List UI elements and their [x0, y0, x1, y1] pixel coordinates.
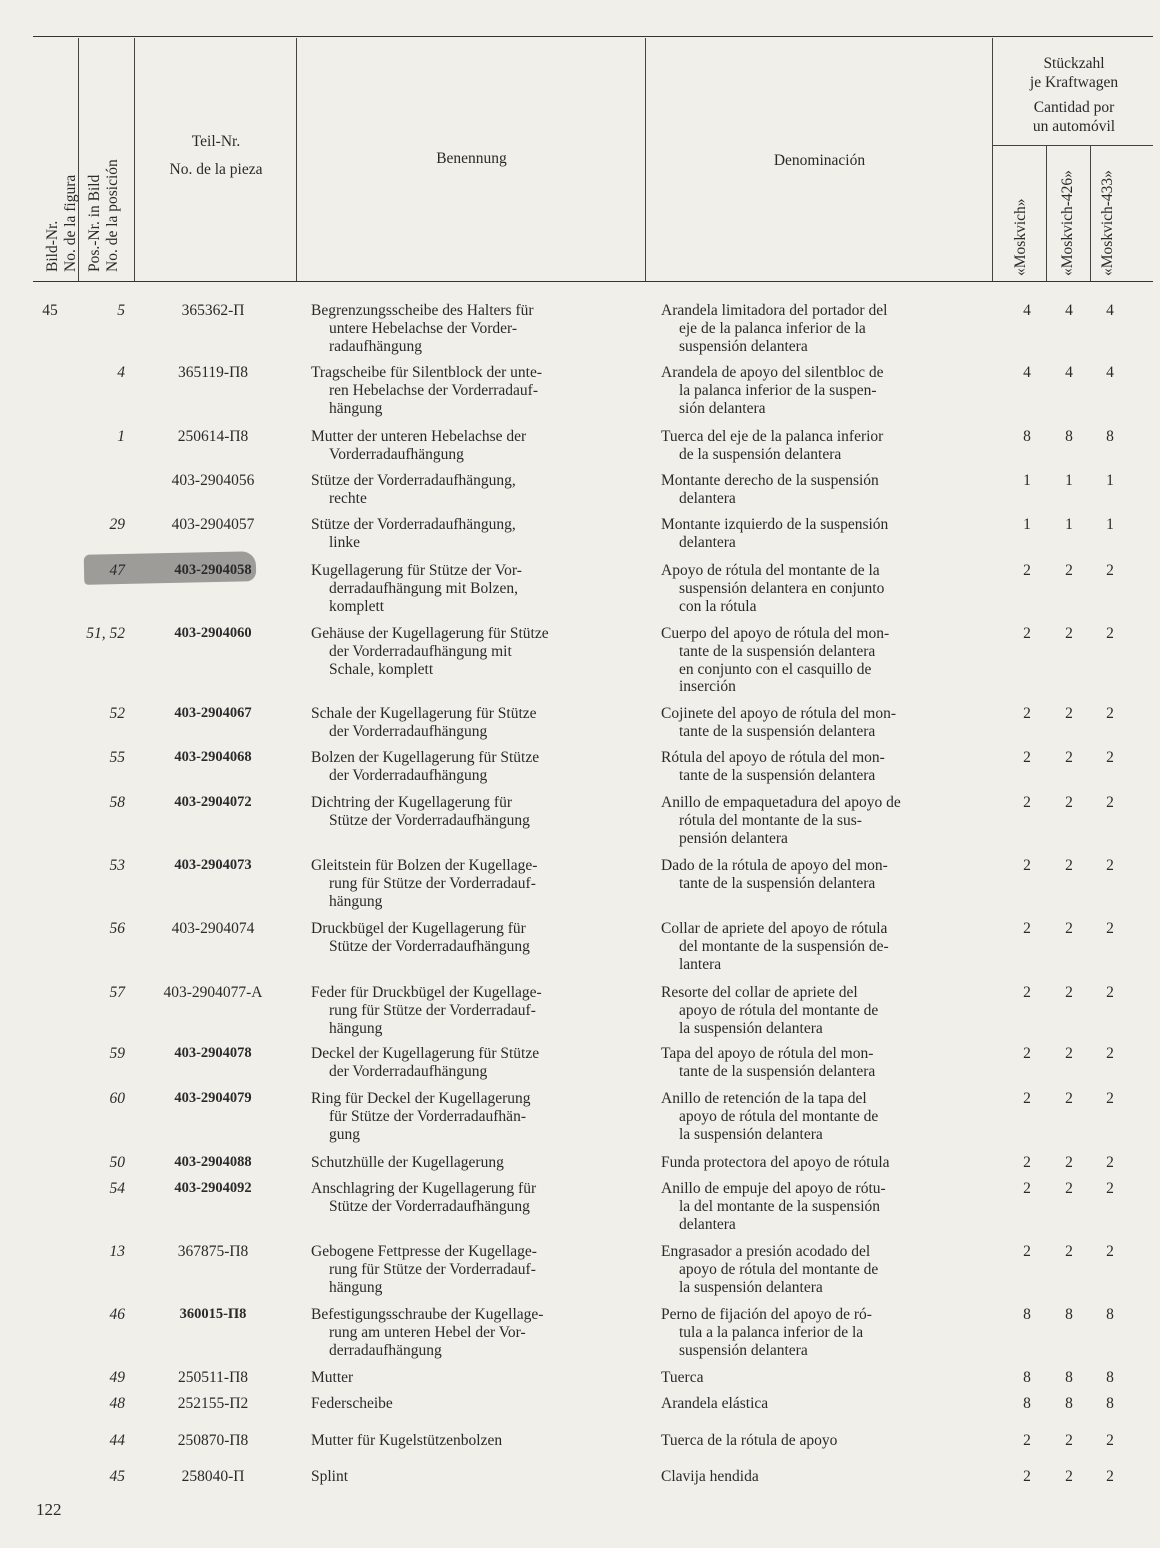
header-model-1: «Moskvich» [1012, 198, 1029, 276]
denominacion-line: Engrasador a presión acodado del [661, 1243, 871, 1260]
qty-moskvich-433: 2 [1106, 1243, 1114, 1260]
qty-moskvich: 2 [1023, 794, 1031, 811]
benennung-line: ren Hebelachse der Vorderradauf- [329, 381, 539, 399]
benennung-line: Ring für Deckel der Kugellagerung [311, 1090, 531, 1107]
denominacion-line: Arandela de apoyo del silentbloc de [661, 364, 884, 381]
qty-moskvich: 1 [1023, 516, 1031, 533]
part-number: 403-2904073 [174, 857, 252, 873]
benennung-text [311, 705, 623, 741]
header-model-2: «Moskvich-426» [1059, 170, 1076, 276]
part-number: 403-2904056 [171, 472, 255, 489]
qty-moskvich-426: 2 [1065, 857, 1073, 874]
benennung-line: Schale, komplett [329, 660, 434, 678]
benennung-line: derradaufhängung [329, 1341, 442, 1359]
benennung-line: linke [329, 533, 360, 551]
benennung-line: der Vorderradaufhängung [329, 722, 488, 740]
denominacion-line: Dado de la rótula de apoyo del mon- [661, 857, 888, 874]
part-number: 403-2904088 [174, 1154, 252, 1170]
qty-moskvich: 4 [1023, 302, 1031, 319]
pos-nr: 1 [117, 428, 125, 445]
qty-moskvich: 2 [1023, 625, 1031, 642]
qty-moskvich-433: 2 [1106, 1154, 1114, 1171]
benennung-line: Gehäuse der Kugellagerung für Stütze [311, 625, 549, 642]
column-divider [1090, 146, 1091, 281]
column-divider [992, 38, 993, 281]
qty-moskvich-433: 8 [1106, 1306, 1114, 1323]
benennung-line: Deckel der Kugellagerung für Stütze [311, 1045, 540, 1062]
qty-moskvich-426: 4 [1065, 364, 1073, 381]
benennung-line: Druckbügel der Kugellagerung für [311, 920, 526, 937]
denominacion-text [661, 984, 972, 1037]
denominacion-text [661, 705, 972, 741]
denominacion-text [661, 1243, 972, 1296]
benennung-line: gung [329, 1125, 360, 1143]
part-number: 403-2904057 [171, 516, 255, 533]
denominacion-text [661, 302, 972, 355]
denominacion-line: Tuerca [661, 1369, 704, 1386]
qty-moskvich-433: 1 [1106, 516, 1114, 533]
denominacion-text [661, 1468, 972, 1486]
denominacion-line: inserción [679, 678, 736, 696]
denominacion-line: delantera [679, 533, 736, 551]
benennung-line: Mutter [311, 1369, 354, 1386]
denominacion-line: tante de la suspensión delantera [679, 642, 876, 660]
qty-moskvich-433: 2 [1106, 1180, 1114, 1197]
pos-nr: 58 [109, 794, 125, 811]
denominacion-text [661, 857, 972, 893]
denominacion-line: Montante izquierdo de la suspensión [661, 516, 889, 533]
qty-moskvich-426: 2 [1065, 1432, 1073, 1449]
pos-nr: 13 [109, 1243, 125, 1260]
benennung-text [311, 364, 623, 417]
denominacion-line: Arandela elástica [661, 1395, 769, 1412]
qty-moskvich-426: 2 [1065, 562, 1073, 579]
qty-moskvich: 4 [1023, 364, 1031, 381]
benennung-line: Splint [311, 1468, 349, 1485]
benennung-line: rung für Stütze der Vorderradauf- [329, 1001, 536, 1019]
denominacion-text [661, 794, 972, 847]
qty-moskvich-426: 2 [1065, 625, 1073, 642]
qty-moskvich: 1 [1023, 472, 1031, 489]
denominacion-line: Perno de fijación del apoyo de ró- [661, 1306, 872, 1323]
qty-moskvich-426: 2 [1065, 794, 1073, 811]
qty-moskvich: 2 [1023, 1045, 1031, 1062]
bild-nr: 45 [42, 302, 58, 319]
qty-moskvich-426: 4 [1065, 302, 1073, 319]
denominacion-line: Collar de apriete del apoyo de rótula [661, 920, 888, 937]
header-pos: Pos.-Nr. in Bild No. de la posición [86, 159, 121, 272]
qty-moskvich-433: 2 [1106, 562, 1114, 579]
denominacion-line: Cuerpo del apoyo de rótula del mon- [661, 625, 890, 642]
denominacion-line: del montante de la suspensión de- [679, 937, 889, 955]
part-number: 403-2904074 [171, 920, 255, 937]
denominacion-line: rótula del montante de la sus- [679, 811, 862, 829]
denominacion-line: delantera [679, 489, 736, 507]
benennung-line: Federscheibe [311, 1395, 393, 1412]
part-number: 403-2904067 [174, 705, 252, 721]
pos-nr: 44 [109, 1432, 125, 1449]
denominacion-line: Funda protectora del apoyo de rótula [661, 1154, 890, 1171]
denominacion-text [661, 516, 972, 552]
qty-moskvich: 2 [1023, 857, 1031, 874]
benennung-line: Stütze der Vorderradaufhängung, [311, 516, 516, 533]
denominacion-line: suspensión delantera en conjunto [679, 579, 885, 597]
benennung-line: Tragscheibe für Silentblock der unte- [311, 364, 543, 381]
qty-moskvich: 8 [1023, 1306, 1031, 1323]
qty-moskvich-426: 2 [1065, 1045, 1073, 1062]
benennung-line: hängung [329, 892, 383, 910]
qty-moskvich: 8 [1023, 1395, 1031, 1412]
benennung-line: Dichtring der Kugellagerung für [311, 794, 513, 811]
denominacion-line: Clavija hendida [661, 1468, 759, 1485]
pos-nr: 54 [109, 1180, 125, 1197]
qty-moskvich-433: 2 [1106, 857, 1114, 874]
benennung-line: Vorderradaufhängung [329, 445, 464, 463]
benennung-text [311, 1395, 623, 1413]
qty-moskvich-426: 8 [1065, 1369, 1073, 1386]
part-number: 365362-П [181, 302, 245, 319]
benennung-text [311, 302, 623, 355]
benennung-text [311, 1045, 623, 1081]
denominacion-text [661, 364, 972, 417]
column-divider [645, 38, 646, 281]
benennung-line: derradaufhängung mit Bolzen, [329, 579, 518, 597]
denominacion-line: apoyo de rótula del montante de [679, 1001, 879, 1019]
benennung-text [311, 1090, 623, 1143]
denominacion-line: la suspensión delantera [679, 1278, 823, 1296]
qty-moskvich: 2 [1023, 1468, 1031, 1485]
benennung-line: Schale der Kugellagerung für Stütze [311, 705, 537, 722]
qty-moskvich-433: 4 [1106, 364, 1114, 381]
denominacion-line: Tuerca del eje de la palanca inferior [661, 428, 884, 445]
part-number: 403-2904058 [174, 562, 252, 578]
qty-moskvich: 2 [1023, 1243, 1031, 1260]
qty-moskvich-426: 2 [1065, 1468, 1073, 1485]
qty-moskvich-433: 2 [1106, 749, 1114, 766]
denominacion-line: sión delantera [679, 399, 766, 417]
qty-moskvich: 2 [1023, 705, 1031, 722]
page-number: 122 [36, 1500, 62, 1519]
denominacion-text [661, 472, 972, 508]
denominacion-line: la suspensión delantera [679, 1019, 823, 1037]
qty-moskvich-433: 2 [1106, 794, 1114, 811]
benennung-line: radaufhängung [329, 337, 422, 355]
benennung-line: Stütze der Vorderradaufhängung [329, 937, 530, 955]
denominacion-line: pensión delantera [679, 829, 788, 847]
pos-nr: 56 [109, 920, 125, 937]
header-bild: Bild-Nr. No. de la figura [44, 174, 79, 272]
pos-nr: 45 [109, 1468, 125, 1485]
denominacion-line: suspensión delantera [679, 337, 808, 355]
pos-nr: 4 [117, 364, 125, 381]
benennung-line: Stütze der Vorderradaufhängung [329, 1197, 530, 1215]
part-number: 250614-П8 [177, 428, 249, 445]
qty-moskvich-426: 2 [1065, 920, 1073, 937]
qty-moskvich-426: 8 [1065, 1306, 1073, 1323]
benennung-text [311, 516, 623, 552]
denominacion-line: Anillo de retención de la tapa del [661, 1090, 867, 1107]
part-number: 252155-П2 [177, 1395, 249, 1412]
denominacion-line: Arandela limitadora del portador del [661, 302, 888, 319]
benennung-text [311, 920, 623, 956]
benennung-line: hängung [329, 1019, 383, 1037]
qty-moskvich: 2 [1023, 749, 1031, 766]
benennung-text [311, 1432, 623, 1450]
pos-nr: 60 [109, 1090, 125, 1107]
header-sub-rule [993, 145, 1153, 146]
benennung-line: Anschlagring der Kugellagerung für [311, 1180, 537, 1197]
pos-nr: 49 [109, 1369, 125, 1386]
qty-moskvich-426: 8 [1065, 1395, 1073, 1412]
column-divider [134, 38, 135, 281]
qty-moskvich-433: 8 [1106, 1395, 1114, 1412]
denominacion-line: tante de la suspensión delantera [679, 722, 876, 740]
denominacion-line: Montante derecho de la suspensión [661, 472, 879, 489]
denominacion-line: apoyo de rótula del montante de [679, 1260, 879, 1278]
qty-moskvich-426: 2 [1065, 984, 1073, 1001]
qty-moskvich-426: 2 [1065, 705, 1073, 722]
benennung-line: Stütze der Vorderradaufhängung [329, 811, 530, 829]
benennung-line: Mutter der unteren Hebelachse der [311, 428, 527, 445]
pos-nr: 46 [109, 1306, 125, 1323]
qty-moskvich-426: 1 [1065, 472, 1073, 489]
qty-moskvich: 2 [1023, 984, 1031, 1001]
qty-moskvich-433: 8 [1106, 1369, 1114, 1386]
benennung-line: Kugellagerung für Stütze der Vor- [311, 562, 522, 579]
qty-moskvich-433: 4 [1106, 302, 1114, 319]
qty-moskvich-433: 2 [1106, 984, 1114, 1001]
header-benennung: Benennung [436, 150, 507, 167]
benennung-text [311, 1369, 623, 1387]
denominacion-text [661, 1154, 972, 1172]
part-number: 403-2904072 [174, 794, 252, 810]
benennung-line: der Vorderradaufhängung [329, 1062, 488, 1080]
benennung-text [311, 625, 623, 678]
pos-nr: 59 [109, 1045, 125, 1062]
denominacion-line: apoyo de rótula del montante de [679, 1107, 879, 1125]
part-number: 365119-П8 [177, 364, 249, 381]
part-number: 367875-П8 [177, 1243, 249, 1260]
denominacion-line: Tapa del apoyo de rótula del mon- [661, 1045, 874, 1062]
qty-moskvich: 2 [1023, 1432, 1031, 1449]
denominacion-line: delantera [679, 1215, 736, 1233]
benennung-line: Befestigungsschraube der Kugellage- [311, 1306, 544, 1323]
benennung-line: Begrenzungsscheibe des Halters für [311, 302, 534, 319]
denominacion-line: tante de la suspensión delantera [679, 874, 876, 892]
denominacion-line: lantera [679, 955, 722, 973]
denominacion-line: Anillo de empuje del apoyo de rótu- [661, 1180, 886, 1197]
pos-nr: 29 [109, 516, 125, 533]
qty-moskvich-433: 2 [1106, 705, 1114, 722]
benennung-text [311, 749, 623, 785]
benennung-line: rung für Stütze der Vorderradauf- [329, 1260, 536, 1278]
benennung-text [311, 857, 623, 910]
benennung-line: untere Hebelachse der Vorder- [329, 319, 518, 337]
benennung-line: Gleitstein für Bolzen der Kugellage- [311, 857, 538, 874]
qty-moskvich-426: 2 [1065, 1243, 1073, 1260]
benennung-line: Mutter für Kugelstützenbolzen [311, 1432, 503, 1449]
part-number: 403-2904060 [174, 625, 252, 641]
qty-moskvich: 8 [1023, 1369, 1031, 1386]
benennung-line: Gebogene Fettpresse der Kugellage- [311, 1243, 537, 1260]
qty-moskvich: 2 [1023, 562, 1031, 579]
denominacion-text [661, 428, 972, 464]
qty-moskvich-433: 2 [1106, 1432, 1114, 1449]
benennung-line: hängung [329, 1278, 383, 1296]
denominacion-text [661, 1180, 972, 1233]
qty-moskvich-433: 8 [1106, 428, 1114, 445]
benennung-line: Feder für Druckbügel der Kugellage- [311, 984, 542, 1001]
header-bottom-rule [33, 281, 1153, 282]
part-number: 403-2904077-A [163, 984, 263, 1001]
part-number: 403-2904079 [174, 1090, 252, 1106]
denominacion-text [661, 749, 972, 785]
benennung-text [311, 1180, 623, 1216]
column-divider [296, 38, 297, 281]
benennung-text [311, 1154, 623, 1172]
pos-nr: 51, 52 [86, 625, 125, 642]
pos-nr: 5 [117, 302, 125, 319]
benennung-line: der Vorderradaufhängung mit [329, 642, 512, 660]
denominacion-text [661, 1090, 972, 1143]
qty-moskvich-433: 2 [1106, 1468, 1114, 1485]
denominacion-text [661, 562, 972, 615]
denominacion-text [661, 1395, 972, 1413]
qty-moskvich-433: 2 [1106, 920, 1114, 937]
denominacion-line: tante de la suspensión delantera [679, 766, 876, 784]
qty-moskvich: 2 [1023, 1090, 1031, 1107]
denominacion-text [661, 1369, 972, 1387]
pos-nr: 50 [109, 1154, 125, 1171]
benennung-text [311, 428, 623, 464]
denominacion-line: tula a la palanca inferior de la [679, 1323, 864, 1341]
benennung-line: Schutzhülle der Kugellagerung [311, 1154, 504, 1171]
denominacion-line: en conjunto con el casquillo de [679, 660, 872, 678]
part-number: 258040-П [181, 1468, 245, 1485]
denominacion-text [661, 920, 972, 973]
pos-nr: 52 [109, 705, 125, 722]
qty-moskvich-433: 2 [1106, 1090, 1114, 1107]
qty-moskvich-426: 2 [1065, 1090, 1073, 1107]
pos-nr: 47 [109, 562, 125, 579]
pos-nr: 48 [109, 1395, 125, 1412]
benennung-line: komplett [329, 597, 385, 615]
pos-nr: 53 [109, 857, 125, 874]
benennung-line: Bolzen der Kugellagerung für Stütze [311, 749, 540, 766]
benennung-line: Stütze der Vorderradaufhängung, [311, 472, 516, 489]
part-number: 403-2904068 [174, 749, 252, 765]
denominacion-line: con la rótula [679, 597, 757, 615]
qty-moskvich-433: 1 [1106, 472, 1114, 489]
qty-moskvich-433: 2 [1106, 625, 1114, 642]
denominacion-line: eje de la palanca inferior de la [679, 319, 866, 337]
denominacion-line: de la suspensión delantera [679, 445, 842, 463]
denominacion-line: Apoyo de rótula del montante de la [661, 562, 880, 579]
header-denominacion: Denominación [773, 152, 866, 169]
denominacion-line: la palanca inferior de la suspen- [679, 381, 877, 399]
pos-nr: 55 [109, 749, 125, 766]
denominacion-line: Anillo de empaquetadura del apoyo de [661, 794, 901, 811]
denominacion-line: suspensión delantera [679, 1341, 808, 1359]
qty-moskvich-426: 2 [1065, 1154, 1073, 1171]
benennung-line: rung für Stütze der Vorderradauf- [329, 874, 536, 892]
denominacion-text [661, 1432, 972, 1450]
denominacion-line: Rótula del apoyo de rótula del mon- [661, 749, 885, 766]
benennung-text [311, 472, 623, 508]
header-model-3: «Moskvich-433» [1099, 170, 1116, 276]
qty-moskvich-433: 2 [1106, 1045, 1114, 1062]
denominacion-line: Resorte del collar de apriete del [661, 984, 858, 1001]
benennung-line: hängung [329, 399, 383, 417]
denominacion-line: Cojinete del apoyo de rótula del mon- [661, 705, 897, 722]
column-divider [1046, 146, 1047, 281]
denominacion-text [661, 1306, 972, 1359]
denominacion-line: Tuerca de la rótula de apoyo [661, 1432, 838, 1449]
benennung-text [311, 984, 623, 1037]
qty-moskvich-426: 8 [1065, 428, 1073, 445]
qty-moskvich: 2 [1023, 1154, 1031, 1171]
denominacion-line: la suspensión delantera [679, 1125, 823, 1143]
header-stueckzahl: Stückzahl je Kraftwagen [1029, 55, 1119, 91]
denominacion-line: la del montante de la suspensión [679, 1197, 881, 1215]
benennung-text [311, 1306, 623, 1359]
benennung-text [311, 562, 623, 615]
benennung-line: rung am unteren Hebel der Vor- [329, 1323, 526, 1341]
table-top-rule [33, 36, 1153, 37]
benennung-text [311, 1468, 623, 1486]
pos-nr: 57 [109, 984, 125, 1001]
part-number: 403-2904078 [174, 1045, 252, 1061]
qty-moskvich: 2 [1023, 920, 1031, 937]
part-number: 360015-П8 [179, 1306, 247, 1322]
denominacion-text [661, 1045, 972, 1081]
benennung-line: rechte [329, 489, 367, 507]
benennung-line: der Vorderradaufhängung [329, 766, 488, 784]
qty-moskvich: 2 [1023, 1180, 1031, 1197]
denominacion-line: tante de la suspensión delantera [679, 1062, 876, 1080]
part-number: 250511-П8 [177, 1369, 249, 1386]
qty-moskvich-426: 2 [1065, 1180, 1073, 1197]
part-number: 250870-П8 [177, 1432, 249, 1449]
qty-moskvich: 8 [1023, 428, 1031, 445]
benennung-line: für Stütze der Vorderradaufhän- [329, 1107, 526, 1125]
part-number: 403-2904092 [174, 1180, 252, 1196]
denominacion-text [661, 625, 972, 696]
qty-moskvich-426: 1 [1065, 516, 1073, 533]
benennung-text [311, 1243, 623, 1296]
header-cantidad: Cantidad por un automóvil [1032, 99, 1116, 135]
header-teil: Teil-Nr. No. de la pieza [169, 133, 263, 178]
benennung-text [311, 794, 623, 830]
qty-moskvich-426: 2 [1065, 749, 1073, 766]
